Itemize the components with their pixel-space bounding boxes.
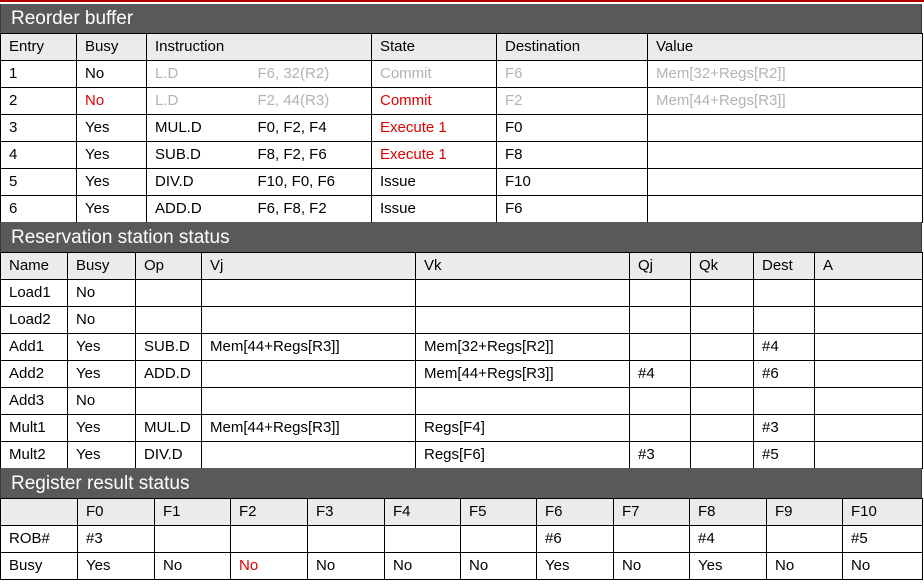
rs-header-vj: Vj (202, 253, 416, 280)
reg-header-f5: F5 (461, 499, 537, 526)
rob-busy: Yes (77, 115, 147, 142)
rob-op: ADD.D (147, 196, 250, 223)
reg-title: Register result status (11, 473, 190, 494)
reg-busy-f7: No (614, 553, 690, 580)
reg-rob-label: ROB# (1, 526, 78, 553)
rob-entry: 5 (1, 169, 77, 196)
rs-qk (691, 280, 754, 307)
rs-busy: No (68, 280, 136, 307)
reg-header-f4: F4 (385, 499, 461, 526)
rob-busy: Yes (77, 196, 147, 223)
rs-dest: #6 (754, 361, 815, 388)
rob-dest: F8 (497, 142, 648, 169)
rob-dest: F6 (497, 61, 648, 88)
reg-rob-f5 (461, 526, 537, 553)
rs-dest (754, 307, 815, 334)
rs-dest: #4 (754, 334, 815, 361)
reg-header-f9: F9 (767, 499, 843, 526)
reg-header-f7: F7 (614, 499, 690, 526)
rs-op: ADD.D (136, 361, 202, 388)
rob-operands: F0, F2, F4 (250, 115, 372, 142)
rs-vj (202, 280, 416, 307)
rs-vj (202, 388, 416, 415)
rs-busy: Yes (68, 361, 136, 388)
rob-value: Mem[32+Regs[R2]] (648, 61, 923, 88)
rs-qk (691, 334, 754, 361)
reg-rob-f6: #6 (537, 526, 614, 553)
reg-rob-f8: #4 (690, 526, 767, 553)
reg-rob-f10: #5 (843, 526, 923, 553)
rob-header-entry: Entry (1, 34, 77, 61)
rs-vk (416, 307, 630, 334)
rs-vj (202, 307, 416, 334)
rs-a (815, 334, 923, 361)
reg-busy-f9: No (767, 553, 843, 580)
rs-header-vk: Vk (416, 253, 630, 280)
rob-row (1, 61, 923, 88)
rob-busy: No (77, 61, 147, 88)
reg-header-f6: F6 (537, 499, 614, 526)
reg-header-f0: F0 (78, 499, 155, 526)
rs-header-row (1, 253, 923, 280)
rs-busy: Yes (68, 334, 136, 361)
rob-busy: Yes (77, 169, 147, 196)
rs-row (1, 307, 923, 334)
rs-qj: #4 (630, 361, 691, 388)
rob-busy: No (77, 88, 147, 115)
rs-header-qk: Qk (691, 253, 754, 280)
rs-op: MUL.D (136, 415, 202, 442)
rob-value (648, 196, 923, 223)
rs-name: Load2 (1, 307, 68, 334)
rs-qk (691, 388, 754, 415)
rob-operands: F10, F0, F6 (250, 169, 372, 196)
rob-header-row (1, 34, 923, 61)
rs-name: Add1 (1, 334, 68, 361)
rob-op: L.D (147, 88, 250, 115)
rs-vk (416, 280, 630, 307)
rs-qk (691, 361, 754, 388)
reg-busy-row (1, 553, 923, 580)
rob-value: Mem[44+Regs[R3]] (648, 88, 923, 115)
rob-op: DIV.D (147, 169, 250, 196)
rs-dest (754, 388, 815, 415)
rob-header-value: Value (648, 34, 923, 61)
rob-operands: F6, F8, F2 (250, 196, 372, 223)
reg-busy-f3: No (308, 553, 385, 580)
reg-header-f10: F10 (843, 499, 923, 526)
rs-header-busy: Busy (68, 253, 136, 280)
reg-header-f1: F1 (155, 499, 231, 526)
reg-busy-f8: Yes (690, 553, 767, 580)
rs-op (136, 280, 202, 307)
rob-header-instruction: Instruction (147, 34, 250, 61)
reg-section-header (0, 468, 922, 498)
rs-row (1, 442, 923, 469)
rob-state: Execute 1 (372, 115, 497, 142)
rob-busy: Yes (77, 142, 147, 169)
rob-entry: 2 (1, 88, 77, 115)
reg-rob-f0: #3 (78, 526, 155, 553)
rs-name: Mult1 (1, 415, 68, 442)
rs-name: Load1 (1, 280, 68, 307)
rs-vj: Mem[44+Regs[R3]] (202, 334, 416, 361)
rob-header-state: State (372, 34, 497, 61)
rs-a (815, 361, 923, 388)
rs-vk: Regs[F6] (416, 442, 630, 469)
rob-state: Commit (372, 61, 497, 88)
rs-qj (630, 334, 691, 361)
rob-state: Issue (372, 196, 497, 223)
rs-qj (630, 307, 691, 334)
reg-busy-f10: No (843, 553, 923, 580)
rs-busy: Yes (68, 442, 136, 469)
rob-operands: F2, 44(R3) (250, 88, 372, 115)
reg-busy-f1: No (155, 553, 231, 580)
rs-busy: No (68, 307, 136, 334)
rs-vk: Regs[F4] (416, 415, 630, 442)
reg-busy-f2: No (231, 553, 308, 580)
rob-op: L.D (147, 61, 250, 88)
reg-busy-f6: Yes (537, 553, 614, 580)
rs-dest (754, 280, 815, 307)
rs-header-name: Name (1, 253, 68, 280)
reg-header-corner (1, 499, 78, 526)
rs-name: Mult2 (1, 442, 68, 469)
rs-op (136, 307, 202, 334)
rob-row (1, 115, 923, 142)
rob-entry: 4 (1, 142, 77, 169)
reg-table (0, 498, 923, 580)
rs-busy: Yes (68, 415, 136, 442)
rs-vj: Mem[44+Regs[R3]] (202, 415, 416, 442)
reg-header-f2: F2 (231, 499, 308, 526)
rob-table (0, 33, 923, 223)
reg-rob-f1 (155, 526, 231, 553)
rs-dest: #3 (754, 415, 815, 442)
rs-header-dest: Dest (754, 253, 815, 280)
rob-value (648, 115, 923, 142)
rs-qj (630, 280, 691, 307)
rob-value (648, 142, 923, 169)
rs-row (1, 415, 923, 442)
reg-rob-f3 (308, 526, 385, 553)
rs-qj: #3 (630, 442, 691, 469)
rs-qk (691, 307, 754, 334)
rob-row (1, 88, 923, 115)
reg-rob-f7 (614, 526, 690, 553)
rs-header-qj: Qj (630, 253, 691, 280)
rs-vj (202, 361, 416, 388)
rob-operands: F6, 32(R2) (250, 61, 372, 88)
rob-op: MUL.D (147, 115, 250, 142)
rob-dest: F10 (497, 169, 648, 196)
rob-row (1, 169, 923, 196)
rs-a (815, 415, 923, 442)
rs-qj (630, 388, 691, 415)
rs-a (815, 388, 923, 415)
reg-rob-f9 (767, 526, 843, 553)
rs-table (0, 252, 923, 469)
rob-dest: F6 (497, 196, 648, 223)
rob-value (648, 169, 923, 196)
rob-row (1, 196, 923, 223)
reg-rob-f4 (385, 526, 461, 553)
rob-header-busy: Busy (77, 34, 147, 61)
rs-vk: Mem[32+Regs[R2]] (416, 334, 630, 361)
reg-busy-f5: No (461, 553, 537, 580)
rs-a (815, 442, 923, 469)
rob-row (1, 142, 923, 169)
rs-vk (416, 388, 630, 415)
rs-a (815, 280, 923, 307)
rob-dest: F2 (497, 88, 648, 115)
reg-header-f3: F3 (308, 499, 385, 526)
reg-busy-label: Busy (1, 553, 78, 580)
rs-row (1, 361, 923, 388)
rs-row (1, 334, 923, 361)
rs-header-op: Op (136, 253, 202, 280)
rs-title: Reservation station status (11, 227, 230, 248)
rob-dest: F0 (497, 115, 648, 142)
rs-qk (691, 442, 754, 469)
top-border (0, 0, 924, 2)
rs-dest: #5 (754, 442, 815, 469)
rs-row (1, 388, 923, 415)
rs-op: SUB.D (136, 334, 202, 361)
reg-busy-f0: Yes (78, 553, 155, 580)
rs-vk: Mem[44+Regs[R3]] (416, 361, 630, 388)
rs-a (815, 307, 923, 334)
rob-header-instruction-cont (250, 34, 372, 61)
reg-rob-row (1, 526, 923, 553)
rs-vj (202, 442, 416, 469)
rs-qk (691, 415, 754, 442)
rob-op: SUB.D (147, 142, 250, 169)
rs-name: Add2 (1, 361, 68, 388)
reg-busy-f4: No (385, 553, 461, 580)
rob-state: Issue (372, 169, 497, 196)
reg-header-f8: F8 (690, 499, 767, 526)
rob-header-destination: Destination (497, 34, 648, 61)
rs-section-header (0, 222, 922, 252)
rs-op (136, 388, 202, 415)
rob-state: Execute 1 (372, 142, 497, 169)
reg-rob-f2 (231, 526, 308, 553)
rs-header-a: A (815, 253, 923, 280)
rob-entry: 3 (1, 115, 77, 142)
rob-operands: F8, F2, F6 (250, 142, 372, 169)
rob-entry: 6 (1, 196, 77, 223)
rob-entry: 1 (1, 61, 77, 88)
rs-busy: No (68, 388, 136, 415)
rob-section-header (0, 4, 922, 33)
reg-header-row (1, 499, 923, 526)
rs-name: Add3 (1, 388, 68, 415)
rs-qj (630, 415, 691, 442)
rs-op: DIV.D (136, 442, 202, 469)
rob-state: Commit (372, 88, 497, 115)
rs-row (1, 280, 923, 307)
rob-title: Reorder buffer (11, 8, 134, 29)
